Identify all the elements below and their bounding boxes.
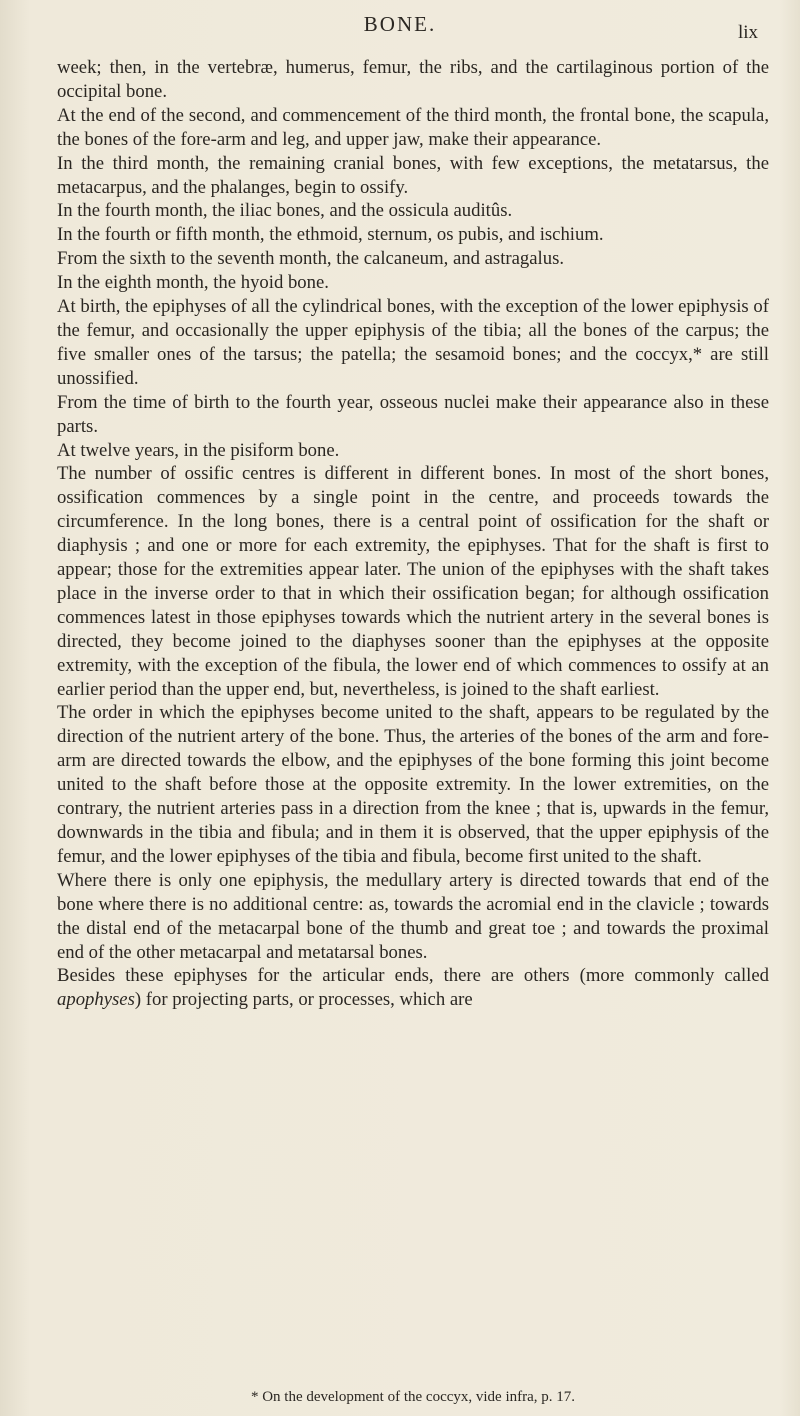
paragraph-12: The order in which the epiphyses become united to the shaft, appears to be regulated by the direction of the nutrient artery of the bone. Thus, the arteries of the bones of the arm and fore-arm are directed towards the elbow, and the epiphyses of the bone forming this joint become united to the shaft before those at the opposite extremity. In the lower extremities, on the contrary, the nutrient arteries pass in a direction from the knee ; that is, upwards in the femur, downwards in the tibia and fibula; and in them it is observed, that the upper epiphysis of the femur, and the lower epiphyses of the tibia and fibula, become first united to the shaft. (57, 702, 769, 867)
paragraph-14 (57, 964, 769, 1012)
running-head: BONE. (363, 12, 437, 36)
paragraph-8: At birth, the epiphyses of all the cylindrical bones, with the exception of the lower epiphysis of the femur, and occasionally the upper epiphysis of the tibia; all the bones of the carpus; the five smaller ones of the tarsus; the patella; the sesamoid bones; and the coccyx,* are still unossified. (57, 296, 769, 389)
page-header (0, 8, 800, 48)
paragraph-14-before: Besides these epiphyses for the articular ends, there are others (more commonly called (57, 965, 769, 987)
paragraph-4: In the fourth month, the iliac bones, and the ossicula auditûs. (57, 200, 513, 222)
paragraph-5: In the fourth or fifth month, the ethmoid, sternum, os pubis, and ischium. (57, 224, 604, 246)
paragraph-7: In the eighth month, the hyoid bone. (57, 272, 329, 294)
paragraph-2: At the end of the second, and commencement of the third month, the frontal bone, the scapula, the bones of the fore-arm and leg, and upper jaw, make their appearance. (57, 104, 769, 150)
paragraph-13: Where there is only one epiphysis, the medullary artery is directed towards that end of the bone where there is no additional centre: as, towards the acromial end in the clavicle ; towards the distal end of the metacarpal bone of the thumb and great toe ; and towards the proximal end of the other metacarpal and metatarsal bones. (57, 869, 769, 963)
body-text (57, 56, 769, 1012)
paragraph-3: In the third month, the remaining cranial bones, with few exceptions, the metatarsus, the metacarpus, and the phalanges, begin to ossify. (57, 152, 769, 198)
paragraph-9: From the time of birth to the fourth year, osseous nuclei make their appearance also in these parts. (57, 391, 769, 437)
paragraph-6: From the sixth to the seventh month, the calcaneum, and astragalus. (57, 248, 565, 270)
paragraph-1: week; then, in the vertebræ, humerus, femur, the ribs, and the cartilaginous portion of the occipital bone. (57, 57, 769, 102)
page-number: lix (737, 22, 758, 43)
footnote: * On the development of the coccyx, vide infra, p. 17. (250, 1389, 576, 1405)
apophyses-term: apophyses (57, 989, 135, 1011)
paragraph-11: The number of ossific centres is different in different bones. In most of the short bones, ossification commences by a single point in the centre, and proceeds towards the circumference. In the long bones, there is a central point of ossification for the shaft or diaphysis ; and one or more for each extremity, the epiphyses. That for the shaft is first to appear; those for the extremities appear later. The union of the epiphyses with the shaft takes place in the inverse order to that in which their ossification began; for although ossification commences latest in those epiphyses towards which the nutrient artery in the several bones is directed, they become joined to the diaphyses sooner than the epiphyses at the opposite extremity, with the exception of the fibula, the lower end of which commences to ossify at an earlier period than the upper end, but, nevertheless, is joined to the shaft earliest. (57, 463, 769, 700)
paragraph-10: At twelve years, in the pisiform bone. (57, 439, 340, 461)
paragraph-14-after: ) for projecting parts, or processes, which are (134, 989, 473, 1011)
